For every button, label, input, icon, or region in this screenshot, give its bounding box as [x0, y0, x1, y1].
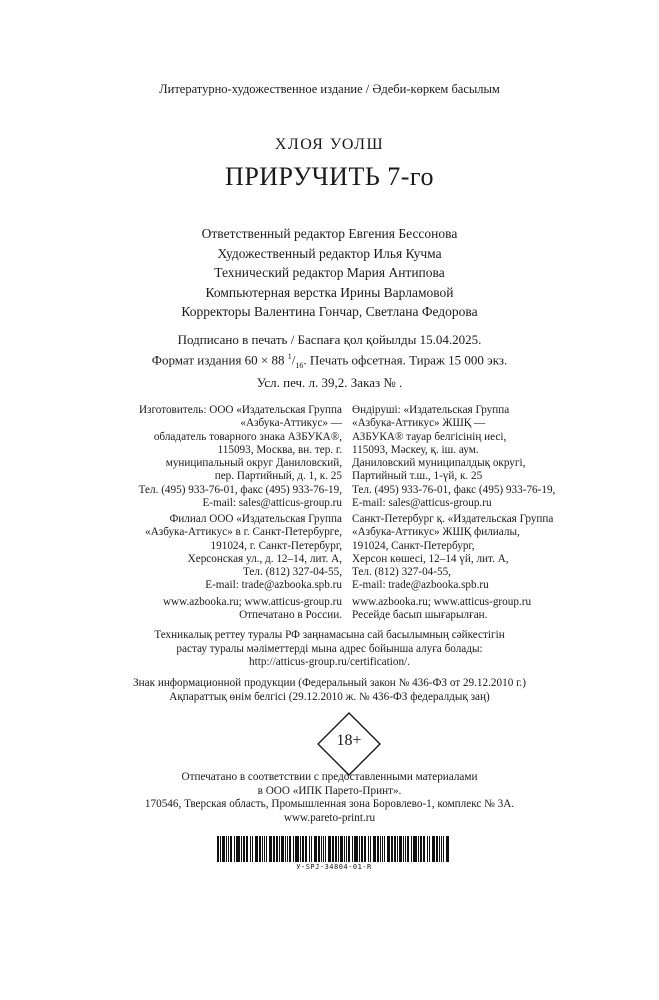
text-line: E-mail: trade@azbooka.spb.ru — [205, 579, 342, 592]
footer-block-ru — [163, 596, 342, 623]
text-line: 191024, Санкт-Петербург, — [352, 539, 475, 552]
text-line: 115093, Москва, вн. тер. г. — [217, 443, 342, 456]
text-line: пер. Партийный, д. 1, к. 25 — [214, 470, 342, 483]
text-line: растау туралы мәліметтерді мына адрес бойынша алуға болады: — [176, 642, 483, 655]
text-line: муниципальный округ Даниловский, — [165, 457, 342, 470]
text-line: «Азбука-Аттикус» — — [240, 417, 342, 430]
format-suffix: . Печать офсетная. Тираж 15 000 экз. — [303, 352, 508, 368]
text-line: 191024, г. Санкт-Петербург, — [210, 539, 342, 552]
text-line: «Азбука-Аттикус» в г. Санкт-Петербурге, — [145, 526, 342, 539]
text-line: Отпечатано в России. — [239, 609, 342, 622]
format-line: Формат издания 60 × 88 $^1/_{16}$. Печать офсетная. Тираж 15 000 экз. — [151, 352, 508, 370]
format-numerator: 1 — [287, 352, 292, 361]
text-line: Тел. (812) 327-04-55, — [352, 566, 451, 579]
text-line: www.azbooka.ru; www.atticus-group.ru — [352, 596, 532, 608]
text-line: Даниловский муниципалдық округі, — [352, 457, 526, 470]
text-line: Изготовитель: ООО «Издательская Группа — [138, 404, 342, 416]
author-name: ХЛОЯ УОЛШ — [274, 136, 385, 153]
age-rating-badge — [316, 711, 382, 777]
text-line: «Азбука-Аттикус» ЖШҚ филиалы, — [352, 526, 520, 539]
text-line: E-mail: sales@atticus-group.ru — [352, 497, 492, 510]
printed-by — [0, 771, 659, 825]
credit-line: Компьютерная верстка Ирины Варламовой — [205, 284, 454, 300]
text-line: Филиал ООО «Издательская Группа — [169, 513, 342, 525]
book-title: ПРИРУЧИТЬ 7-го — [225, 162, 434, 191]
text-line: в ООО «ИПК Парето-Принт». — [257, 784, 402, 797]
branch-block-ru — [145, 513, 342, 593]
text-line: Ақпараттық өнім белгісі (29.12.2010 ж. № 436-ФЗ федералдық заң) — [169, 690, 490, 703]
credit-line: Художественный редактор Илья Кучма — [217, 245, 442, 261]
manufacturer-block-ru — [139, 404, 342, 510]
info-sign — [0, 677, 659, 704]
text-line: Тел. (495) 933-76-01, факс (495) 933-76-19, — [138, 483, 342, 496]
credit-line: Технический редактор Мария Антипова — [214, 265, 445, 280]
barcode-icon — [217, 836, 451, 862]
tech-regulation — [0, 629, 659, 670]
text-line: Тел. (812) 327-04-55, — [243, 566, 342, 579]
text-line: АЗБУКА® тауар белгісінің иесі, — [352, 430, 507, 443]
format-prefix: Формат издания 60 × 88 — [151, 352, 288, 368]
text-line: 170546, Тверская область, Промышленная зона Боровлево-1, комплекс № 3А. — [144, 798, 515, 810]
credit-line: Корректоры Валентина Гончар, Светлана Федорова — [181, 304, 478, 319]
text-line: Херсонская ул., д. 12–14, лит. А, — [187, 552, 342, 565]
text-line: http://atticus-group.ru/certification/. — [249, 656, 410, 668]
format-denominator: 16 — [295, 360, 304, 370]
barcode-number: У-SPJ-34804-01-R — [296, 863, 372, 871]
text-line: Санкт-Петербург қ. «Издательская Группа — [352, 513, 554, 525]
credit-line: Ответственный редактор Евгения Бессонова — [201, 226, 458, 241]
print-info — [0, 331, 659, 391]
text-line: Өндіруші: «Издательская Группа — [352, 404, 510, 416]
branch-block-kz — [352, 513, 553, 593]
sheets-line: Усл. печ. л. 39,2. Заказ № . — [256, 374, 403, 390]
signed-line: Подписано в печать / Баспаға қол қойылды 15.04.2025. — [177, 332, 482, 347]
text-line: Тел. (495) 933-76-01, факс (495) 933-76-19, — [352, 483, 556, 496]
text-line: 115093, Мәскеу, қ. іш. аум. — [352, 443, 479, 456]
text-line: Отпечатано в соответствии с предоставленными материалами — [181, 771, 478, 783]
text-line: www.pareto-print.ru — [283, 811, 376, 824]
text-line: E-mail: sales@atticus-group.ru — [202, 497, 342, 510]
text-line: Знак информационной продукции (Федеральный закон № 436-ФЗ от 29.12.2010 г.) — [133, 677, 526, 689]
text-line: E-mail: trade@azbooka.spb.ru — [352, 579, 489, 592]
text-line: www.azbooka.ru; www.atticus-group.ru — [162, 596, 342, 608]
text-line: «Азбука-Аттикус» ЖШҚ — — [352, 417, 486, 430]
text-line: обладатель товарного знака АЗБУКА®, — [153, 430, 342, 443]
text-line: Херсон көшесі, 12–14 үй, лит. А, — [352, 552, 509, 565]
text-line: Ресейде басып шығарылған. — [352, 609, 488, 622]
footer-block-kz — [352, 596, 531, 623]
age-rating-text: 18+ — [336, 732, 362, 749]
text-line: Техникалық реттеу туралы РФ заңнамасына сай басылымның сәйкестігін — [154, 629, 505, 641]
credits-block — [0, 224, 659, 322]
edition-type: Литературно-художественное издание / Әдеби-көркем басылым — [159, 82, 500, 96]
manufacturer-block-kz — [352, 404, 555, 510]
text-line: Партийный т.ш., 1-үй, к. 25 — [352, 470, 483, 483]
